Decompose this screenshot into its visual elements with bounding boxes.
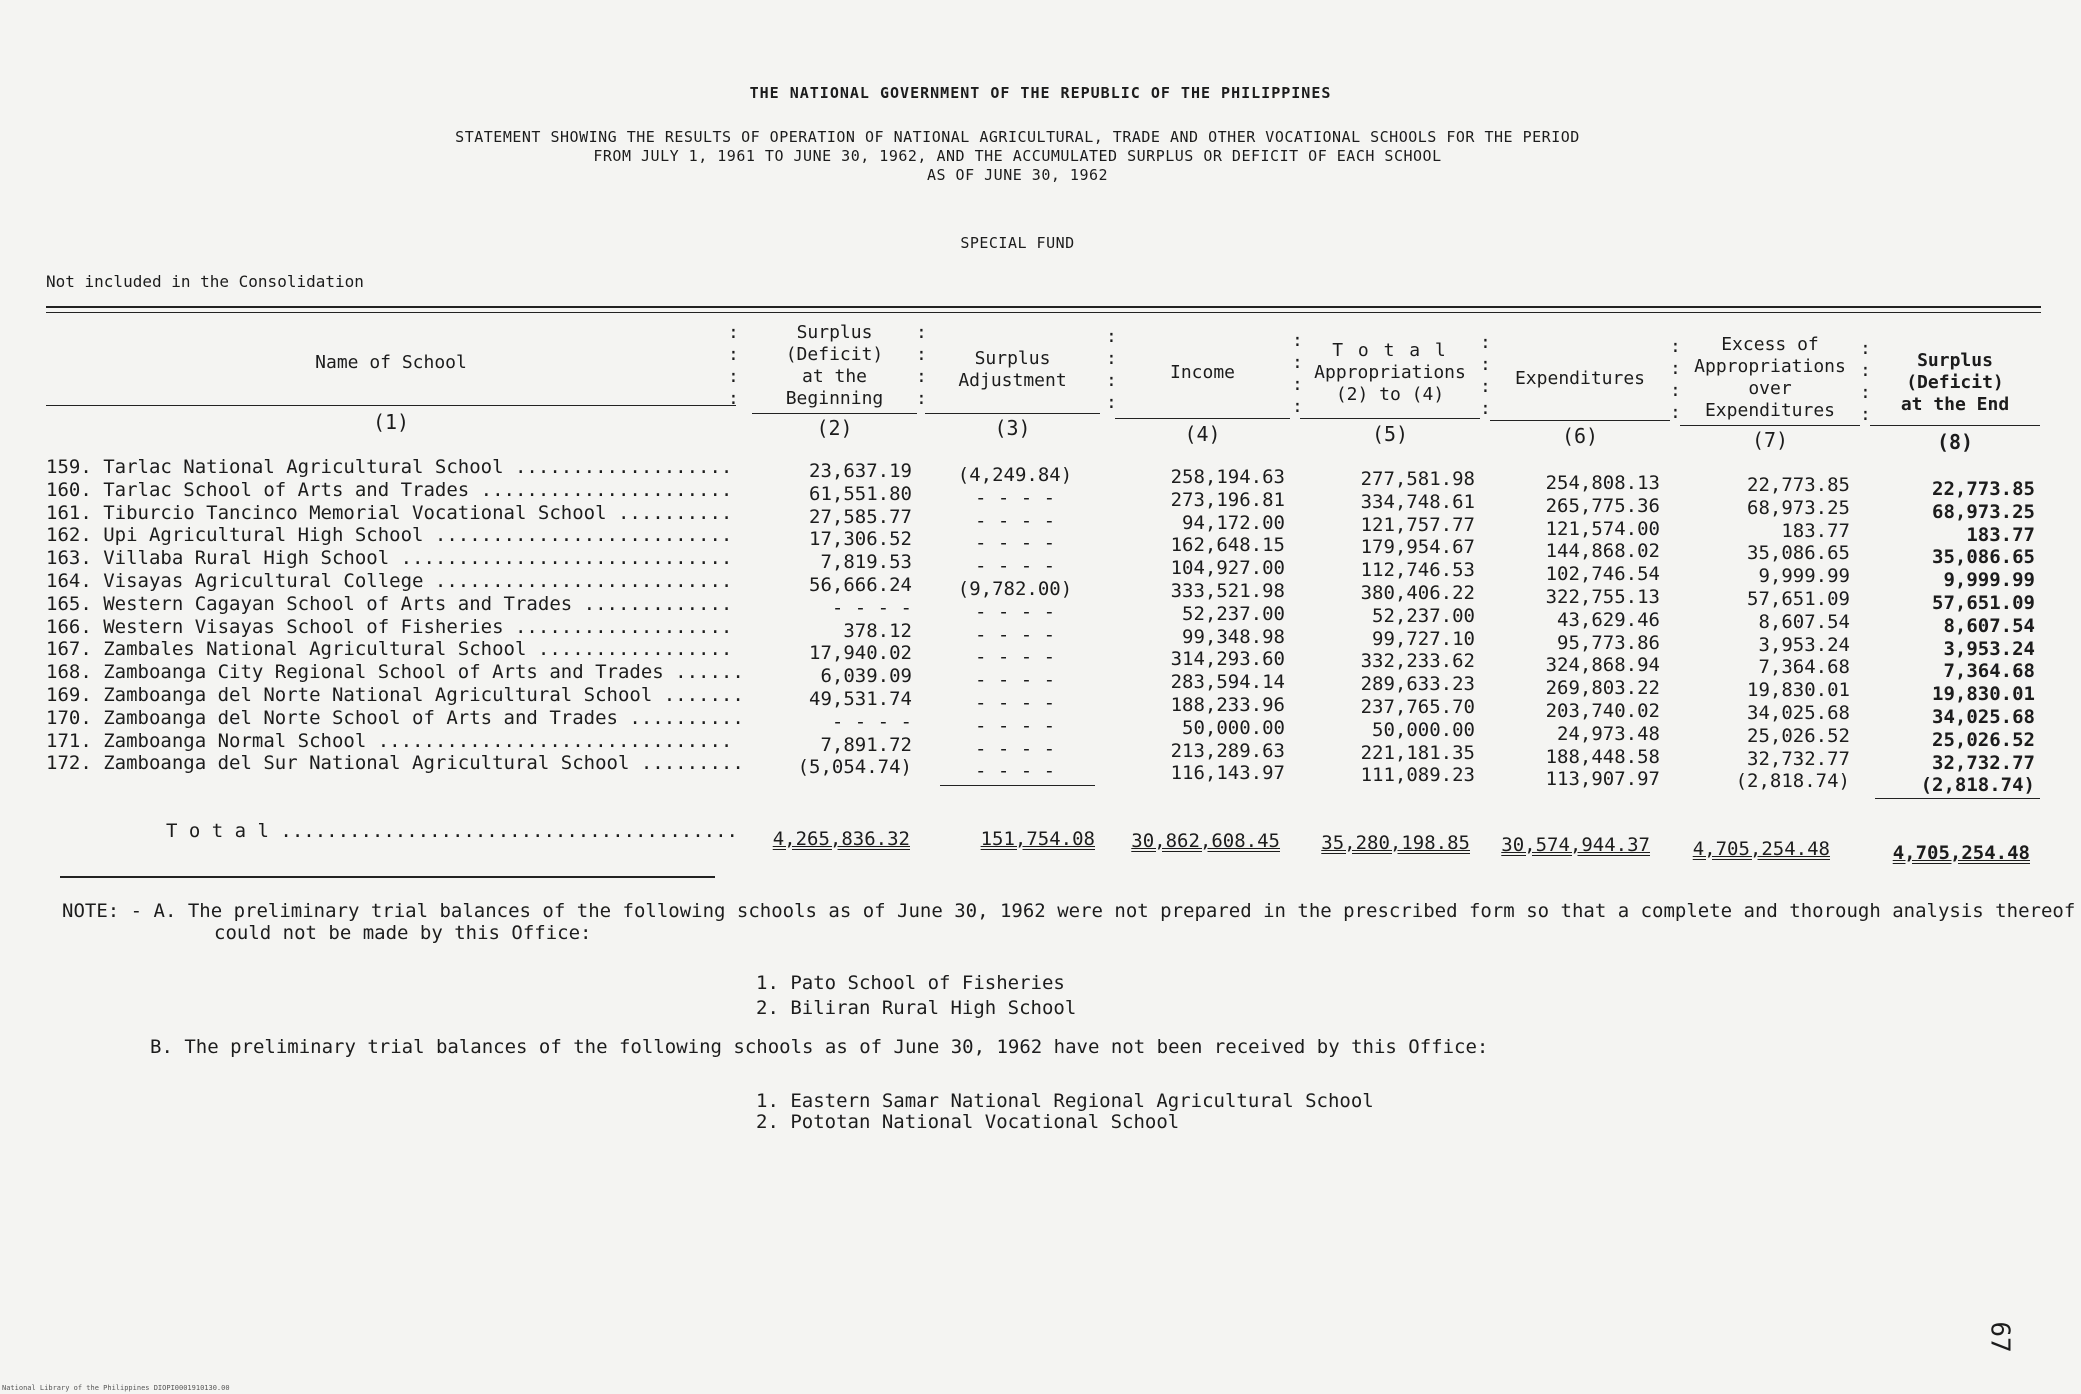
- cell-c6: 43,629.46: [1557, 608, 1660, 631]
- cell-c5: 121,757.77: [1360, 513, 1475, 536]
- note-a-item: 2. Biliran Rural High School: [756, 997, 1077, 1019]
- col-num-3: (3): [994, 416, 1031, 440]
- col-header-5-l2: Appropriations: [1314, 362, 1466, 383]
- header-underline-8: [1870, 425, 2040, 426]
- header-underline-2: [752, 413, 917, 414]
- cell-c6: 95,773.86: [1557, 631, 1660, 654]
- total-c8: 4,705,254.48: [1892, 842, 2030, 864]
- cell-c3: - - - -: [974, 691, 1056, 714]
- cell-c8: (2,818.74): [1920, 774, 2035, 797]
- surplus-end-column: [1870, 478, 2035, 797]
- document-title: THE NATIONAL GOVERNMENT OF THE REPUBLIC OF THE PHILIPPINES: [749, 84, 1332, 102]
- cell-c6: 144,868.02: [1545, 540, 1660, 563]
- col-num-4: (4): [1184, 422, 1221, 446]
- subtotal-rule: [1875, 798, 2040, 799]
- cell-c4: 314,293.60: [1170, 648, 1285, 671]
- page-number: 67: [1984, 1321, 2015, 1353]
- cell-c2: 17,306.52: [809, 528, 912, 551]
- cell-c3: - - - -: [974, 737, 1056, 760]
- cell-c7: 57,651.09: [1747, 587, 1850, 610]
- header-underline-5: [1300, 418, 1480, 419]
- cell-c8: 25,026.52: [1932, 728, 2035, 751]
- cell-c7: 183.77: [1781, 519, 1850, 542]
- col-header-7-l4: Expenditures: [1704, 400, 1836, 421]
- total-c3: 151,754.08: [980, 828, 1095, 850]
- col-separator: : : : :: [1670, 336, 1681, 423]
- statement-line-1: STATEMENT SHOWING THE RESULTS OF OPERATION OF NATIONAL AGRICULTURAL, TRADE AND OTHER VOCATIONAL SCHOOLS FOR THE PERIOD: [455, 128, 1580, 146]
- school-name: 159. Tarlac National Agricultural School ...................: [46, 456, 733, 478]
- col-header-2: [752, 322, 917, 410]
- cell-c8: 57,651.09: [1932, 591, 2035, 614]
- cell-c5: 380,406.22: [1360, 581, 1475, 604]
- cell-c5: 52,237.00: [1372, 604, 1475, 627]
- cell-c4: 52,237.00: [1182, 602, 1285, 625]
- cell-c3: - - - -: [974, 486, 1056, 509]
- school-name: 165. Western Cagayan School of Arts and Trades .............: [46, 592, 733, 615]
- cell-c3: - - - -: [974, 555, 1056, 578]
- col-header-7: [1680, 334, 1860, 422]
- header-underline-6: [1490, 420, 1670, 421]
- cell-c5: 221,181.35: [1360, 741, 1475, 764]
- col-header-8-l1: Surplus: [1917, 350, 1993, 371]
- col-header-8-l2: (Deficit): [1906, 372, 2004, 393]
- cell-c5: 334,748.61: [1360, 490, 1475, 513]
- cell-c2: 49,531.74: [809, 687, 912, 710]
- total-bottom-rule: [60, 876, 715, 878]
- cell-c7: 9,999.99: [1758, 565, 1850, 588]
- cell-c6: 188,448.58: [1545, 745, 1660, 768]
- school-name: 169. Zamboanga del Norte National Agricultural School .......: [46, 683, 744, 706]
- cell-c3: (4,249.84): [957, 464, 1073, 486]
- cell-c4: 94,172.00: [1182, 511, 1285, 534]
- cell-c3: - - - -: [974, 600, 1056, 623]
- col-separator: : : : :: [916, 322, 927, 409]
- cell-c6: 324,868.94: [1545, 654, 1660, 677]
- col-num-5: (5): [1371, 422, 1409, 446]
- income-column: [1120, 466, 1285, 785]
- cell-c4: 333,521.98: [1170, 579, 1285, 602]
- col-header-2-l2: (Deficit): [785, 344, 884, 365]
- total-c6: 30,574,944.37: [1501, 834, 1650, 856]
- cell-c2: 6,039.09: [820, 665, 912, 688]
- cell-c7: 35,086.65: [1747, 542, 1850, 565]
- cell-c8: 34,025.68: [1932, 705, 2035, 728]
- cell-c3: - - - -: [974, 714, 1056, 737]
- cell-c6: 269,803.22: [1545, 677, 1660, 700]
- school-name: 167. Zambales National Agricultural School .................: [46, 638, 733, 661]
- cell-c8: 9,999.99: [1943, 569, 2035, 592]
- total-c2: 4,265,836.32: [772, 828, 910, 850]
- cell-c3: - - - -: [974, 532, 1056, 555]
- col-header-5: [1300, 340, 1480, 406]
- col-num-2: (2): [816, 416, 853, 440]
- cell-c2: 56,666.24: [809, 573, 912, 596]
- note-a-line-2: could not be made by this Office:: [214, 922, 592, 944]
- cell-c6: 24,973.48: [1557, 722, 1660, 745]
- school-name: 166. Western Visayas School of Fisheries ...................: [46, 615, 733, 638]
- total-c7: 4,705,254.48: [1692, 838, 1830, 860]
- school-name: 162. Upi Agricultural High School ..........................: [46, 524, 733, 547]
- statement-line-3: AS OF JUNE 30, 1962: [926, 166, 1109, 184]
- col-header-7-l2: Appropriations: [1694, 356, 1846, 377]
- cell-c8: 32,732.77: [1932, 751, 2035, 774]
- cell-c7: 8,607.54: [1758, 610, 1850, 633]
- cell-c7: 34,025.68: [1747, 701, 1850, 724]
- col-separator: : : : :: [1106, 326, 1117, 413]
- table-top-rule: [46, 306, 2041, 308]
- cell-c5: 50,000.00: [1372, 718, 1475, 741]
- school-name: 170. Zamboanga del Norte School of Arts and Trades ..........: [46, 706, 744, 729]
- subtotal-rule: [940, 785, 1095, 786]
- school-name: 164. Visayas Agricultural College ..........................: [46, 569, 733, 592]
- cell-c2: 378.12: [843, 619, 912, 642]
- col-header-5-l1: T o t a l: [1332, 340, 1448, 361]
- col-num-1: (1): [372, 410, 410, 434]
- col-separator: : : : :: [1292, 330, 1303, 417]
- header-underline-7: [1680, 425, 1860, 426]
- cell-c6: 113,907.97: [1545, 768, 1660, 791]
- cell-c8: 3,953.24: [1943, 637, 2035, 660]
- cell-c5: 332,233.62: [1360, 650, 1475, 673]
- cell-c4: 50,000.00: [1182, 716, 1285, 739]
- col-header-6: Expenditures: [1514, 368, 1646, 389]
- cell-c5: 237,765.70: [1360, 695, 1475, 718]
- cell-c5: 112,746.53: [1360, 559, 1475, 582]
- cell-c6: 265,775.36: [1545, 494, 1660, 517]
- col-header-2-l4: Beginning: [785, 388, 884, 409]
- school-name: 160. Tarlac School of Arts and Trades ......................: [46, 478, 733, 501]
- school-name: 168. Zamboanga City Regional School of Arts and Trades ......: [46, 661, 744, 684]
- fund-title: SPECIAL FUND: [960, 234, 1075, 252]
- cell-c7: 7,364.68: [1758, 656, 1850, 679]
- cell-c7: (2,818.74): [1735, 770, 1850, 793]
- cell-c8: 19,830.01: [1932, 683, 2035, 706]
- cell-c8: 35,086.65: [1932, 546, 2035, 569]
- consolidation-note: Not included in the Consolidation: [46, 272, 364, 291]
- cell-c6: 121,574.00: [1545, 517, 1660, 540]
- header-underline-4: [1115, 418, 1290, 419]
- excess-column: [1680, 474, 1850, 793]
- cell-c4: 116,143.97: [1170, 762, 1285, 785]
- cell-c4: 104,927.00: [1170, 557, 1285, 580]
- table-top-rule-2: [46, 312, 2041, 313]
- cell-c4: 99,348.98: [1182, 625, 1285, 648]
- note-a-line-1: NOTE: - A. The preliminary trial balances of the following schools as of June 30, 1962 were not prepared in the prescribed form so that a complete and thorough analysis thereof: [62, 900, 2076, 922]
- cell-c2: 61,551.80: [809, 482, 912, 505]
- col-header-2-l3: at the: [801, 366, 868, 387]
- col-header-3: [925, 348, 1100, 392]
- cell-c2: (5,054.74): [797, 756, 912, 779]
- note-b-item: 1. Eastern Samar National Regional Agricultural School: [756, 1090, 1374, 1112]
- archive-footer: National Library of the Philippines DIOPI0001910130.00: [2, 1384, 230, 1392]
- col-separator: : : : :: [1480, 332, 1491, 419]
- school-name: 172. Zamboanga del Sur National Agricultural School .........: [46, 752, 744, 775]
- cell-c2: 7,891.72: [820, 733, 912, 756]
- note-b-item: 2. Pototan National Vocational School: [756, 1111, 1180, 1133]
- col-header-2-l1: Surplus: [796, 322, 873, 343]
- cell-c5: 99,727.10: [1372, 627, 1475, 650]
- col-separator: : : : :: [1860, 338, 1871, 425]
- cell-c7: 25,026.52: [1747, 724, 1850, 747]
- cell-c2: - - - -: [831, 710, 912, 733]
- cell-c8: 183.77: [1966, 523, 2035, 546]
- col-header-3-l1: Surplus: [974, 348, 1051, 369]
- cell-c7: 32,732.77: [1747, 747, 1850, 770]
- col-header-8-l3: at the End: [1900, 394, 2010, 415]
- cell-c7: 19,830.01: [1747, 679, 1850, 702]
- cell-c8: 68,973.25: [1932, 500, 2035, 523]
- col-header-5-l3: (2) to (4): [1335, 384, 1445, 405]
- cell-c3: (9,782.00): [957, 577, 1073, 600]
- cell-c5: 289,633.23: [1360, 673, 1475, 696]
- cell-c3: - - - -: [974, 509, 1056, 532]
- total-c4: 30,862,608.45: [1131, 830, 1280, 852]
- cell-c2: 23,637.19: [809, 460, 912, 482]
- school-name: 171. Zamboanga Normal School ...............................: [46, 729, 733, 752]
- cell-c3: - - - -: [974, 760, 1056, 783]
- cell-c7: 22,773.85: [1747, 474, 1850, 496]
- cell-c6: 203,740.02: [1545, 699, 1660, 722]
- cell-c5: 179,954.67: [1360, 536, 1475, 559]
- note-a-item: 1. Pato School of Fisheries: [756, 972, 1065, 994]
- cell-c7: 3,953.24: [1758, 633, 1850, 656]
- surplus-beginning-column: [760, 460, 912, 779]
- note-b-line: B. The preliminary trial balances of the following schools as of June 30, 1962 have not been received by this Office:: [150, 1036, 1489, 1058]
- cell-c8: 8,607.54: [1943, 614, 2035, 637]
- cell-c2: - - - -: [831, 596, 912, 619]
- col-header-7-l3: over: [1748, 378, 1792, 399]
- cell-c2: 7,819.53: [820, 551, 912, 574]
- col-header-3-l2: Adjustment: [958, 370, 1067, 391]
- expenditures-column: [1490, 472, 1660, 791]
- cell-c2: 17,940.02: [809, 642, 912, 665]
- cell-c4: 162,648.15: [1170, 534, 1285, 557]
- col-header-name: Name of School: [315, 352, 467, 373]
- cell-c3: - - - -: [974, 646, 1056, 669]
- col-num-7: (7): [1751, 428, 1789, 452]
- cell-c4: 188,233.96: [1170, 693, 1285, 716]
- cell-c3: - - - -: [974, 669, 1056, 692]
- header-underline-3: [925, 413, 1100, 414]
- cell-c4: 273,196.81: [1170, 488, 1285, 511]
- total-c5: 35,280,198.85: [1321, 832, 1470, 854]
- total-label: T o t a l ........................................: [166, 820, 738, 842]
- school-names-column: [46, 456, 744, 775]
- col-header-8: [1870, 350, 2040, 416]
- col-num-6: (6): [1561, 424, 1599, 448]
- school-name: 161. Tiburcio Tancinco Memorial Vocational School ..........: [46, 501, 733, 524]
- cell-c4: 213,289.63: [1170, 739, 1285, 762]
- col-header-4: Income: [1169, 362, 1236, 383]
- col-separator: : : : :: [728, 322, 739, 409]
- col-header-7-l1: Excess of: [1721, 334, 1819, 355]
- cell-c2: 27,585.77: [809, 505, 912, 528]
- cell-c6: 102,746.54: [1545, 563, 1660, 586]
- col-num-8: (8): [1936, 430, 1974, 454]
- school-name: 163. Villaba Rural High School .............................: [46, 547, 733, 570]
- cell-c5: 277,581.98: [1360, 468, 1475, 490]
- statement-line-2: FROM JULY 1, 1961 TO JUNE 30, 1962, AND THE ACCUMULATED SURPLUS OR DEFICIT OF EACH SCHOOL: [593, 147, 1442, 165]
- cell-c8: 22,773.85: [1932, 478, 2035, 500]
- header-underline-1: [46, 405, 736, 406]
- cell-c8: 7,364.68: [1943, 660, 2035, 683]
- cell-c5: 111,089.23: [1360, 764, 1475, 787]
- cell-c4: 258,194.63: [1170, 466, 1285, 488]
- total-appropriations-column: [1300, 468, 1475, 787]
- cell-c4: 283,594.14: [1170, 671, 1285, 694]
- surplus-adjustment-column: [935, 464, 1095, 783]
- cell-c7: 68,973.25: [1747, 496, 1850, 519]
- cell-c6: 322,755.13: [1545, 585, 1660, 608]
- cell-c3: - - - -: [974, 623, 1056, 646]
- cell-c6: 254,808.13: [1545, 472, 1660, 494]
